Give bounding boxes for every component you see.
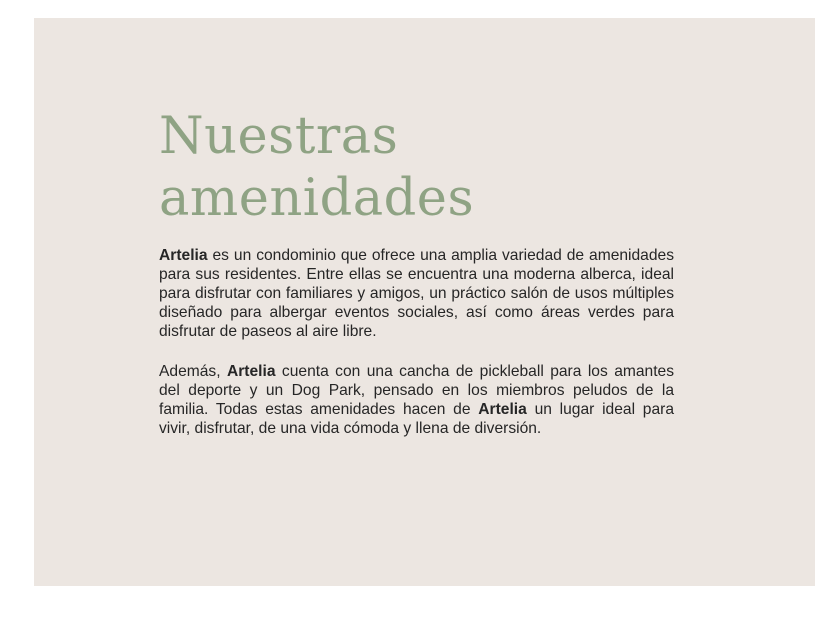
details-text-a: cuenta con una cancha de pickleball para los amantes del deporte y un Dog Park, pensado en los miembros peludos de la familia. Todas estas amenidades hacen de — [159, 363, 674, 418]
heading-line-1: Nuestras — [159, 107, 399, 166]
heading-line-2: amenidades — [159, 169, 475, 228]
intro-paragraph — [159, 246, 674, 341]
details-lead: Además, — [159, 363, 227, 380]
intro-text: es un condominio que ofrece una amplia variedad de amenidades para sus residentes. Entre ellas se encuentra una moderna alberca, ideal para disfrutar con familiares y amigos, un práctico salón de usos múltiples diseñado para albergar eventos sociales, así como áreas verdes para disfrutar de paseos al aire libre. — [159, 247, 674, 340]
brand-name: Artelia — [159, 247, 208, 264]
brand-name: Artelia — [226, 363, 276, 380]
content-panel — [34, 18, 815, 586]
details-paragraph — [159, 362, 674, 438]
amenities-section — [159, 106, 674, 438]
brand-name: Artelia — [478, 401, 527, 418]
section-heading — [159, 106, 674, 230]
details-text-b: un lugar ideal para vivir, disfrutar, de una vida cómoda y llena de diversión. — [159, 401, 674, 437]
